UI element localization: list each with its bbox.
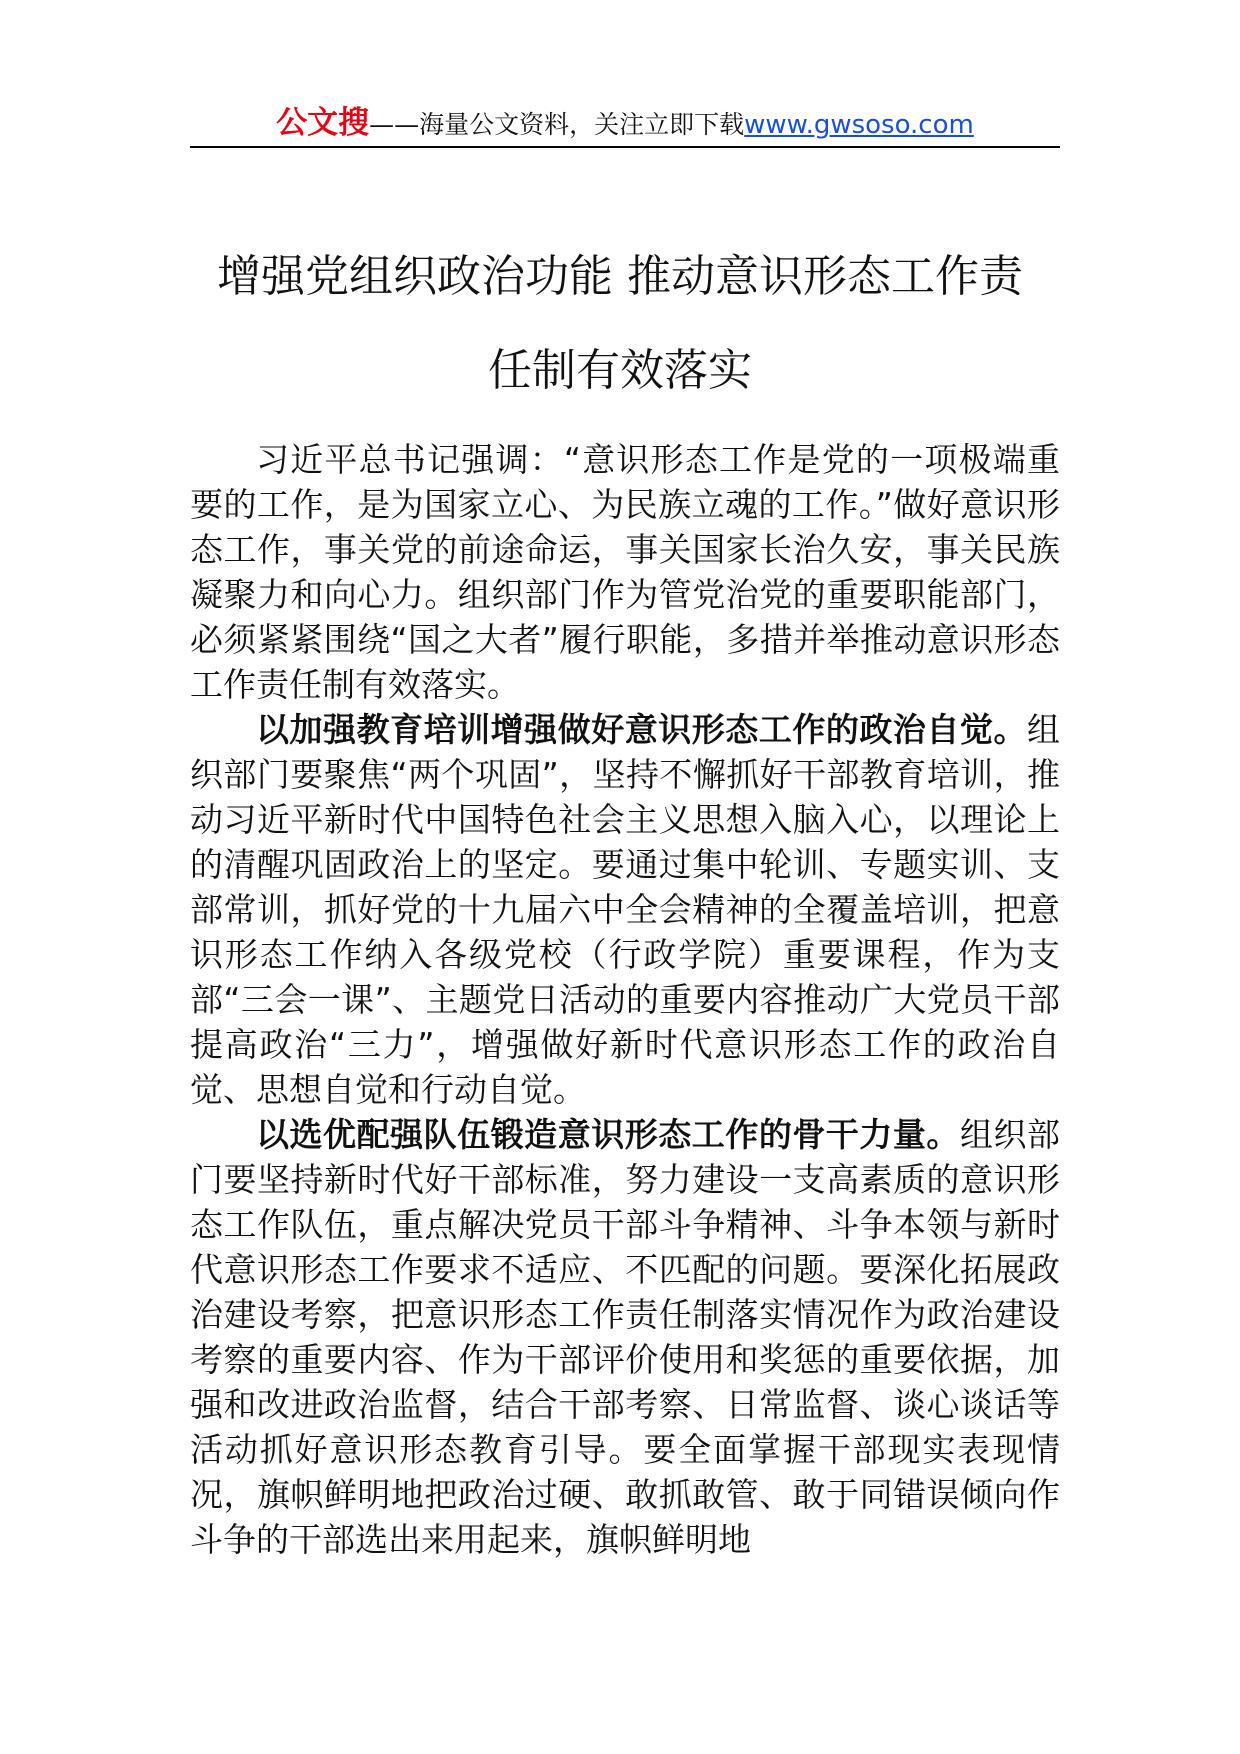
paragraph-education <box>190 707 1060 1112</box>
paragraph-text: 习近平总书记强调：“意识形态工作是党的一项极端重要的工作，是为国家立心、为民族立魂的工作。”做好意识形态工作，事关党的前途命运，事关国家长治久安，事关民族凝聚力和向心力。组织部门作为管党治党的重要职能部门，必须紧紧围绕“国之大者”履行职能，多措并举推动意识形态工作责任制有效落实。 <box>190 440 1060 704</box>
paragraph-lead: 以加强教育培训增强做好意识形态工作的政治自觉。 <box>256 710 1027 749</box>
paragraph-text: 组织部门要聚焦“两个巩固”，坚持不懈抓好干部教育培训，推动习近平新时代中国特色社会主义思想入脑入心，以理论上的清醒巩固政治上的坚定。要通过集中轮训、专题实训、支部常训，抓好党的十九届六中全会精神的全覆盖培训，把意识形态工作纳入各级党校（行政学院）重要课程，作为支部“三会一课”、主题党日活动的重要内容推动广大党员干部提高政治“三力”，增强做好新时代意识形态工作的政治自觉、思想自觉和行动自觉。 <box>190 710 1060 1109</box>
title-line-2: 任制有效落实 <box>488 345 752 396</box>
document-body <box>190 437 1060 1562</box>
site-link[interactable]: www.gwsoso.com <box>744 110 974 140</box>
page-header <box>190 100 1060 148</box>
title-line-1: 增强党组织政治功能 推动意识形态工作责 <box>217 251 1023 302</box>
document-title <box>150 230 1090 418</box>
paragraph-team <box>190 1112 1060 1562</box>
paragraph-text: 组织部门要坚持新时代好干部标准，努力建设一支高素质的意识形态工作队伍，重点解决党员干部斗争精神、斗争本领与新时代意识形态工作要求不适应、不匹配的问题。要深化拓展政治建设考察，把意识形态工作责任制落实情况作为政治建设考察的重要内容、作为干部评价使用和奖惩的重要依据，加强和改进政治监督，结合干部考察、日常监督、谈心谈话等活动抓好意识形态教育引导。要全面掌握干部现实表现情况，旗帜鲜明地把政治过硬、敢抓敢管、敢于同错误倾向作斗争的干部选出来用起来，旗帜鲜明地 <box>190 1115 1061 1559</box>
paragraph-lead: 以选优配强队伍锻造意识形态工作的骨干力量。 <box>256 1115 960 1154</box>
brand-name: 公文搜 <box>276 105 370 141</box>
paragraph-intro <box>190 437 1060 707</box>
header-tagline: ——海量公文资料，关注立即下载 <box>369 110 745 139</box>
